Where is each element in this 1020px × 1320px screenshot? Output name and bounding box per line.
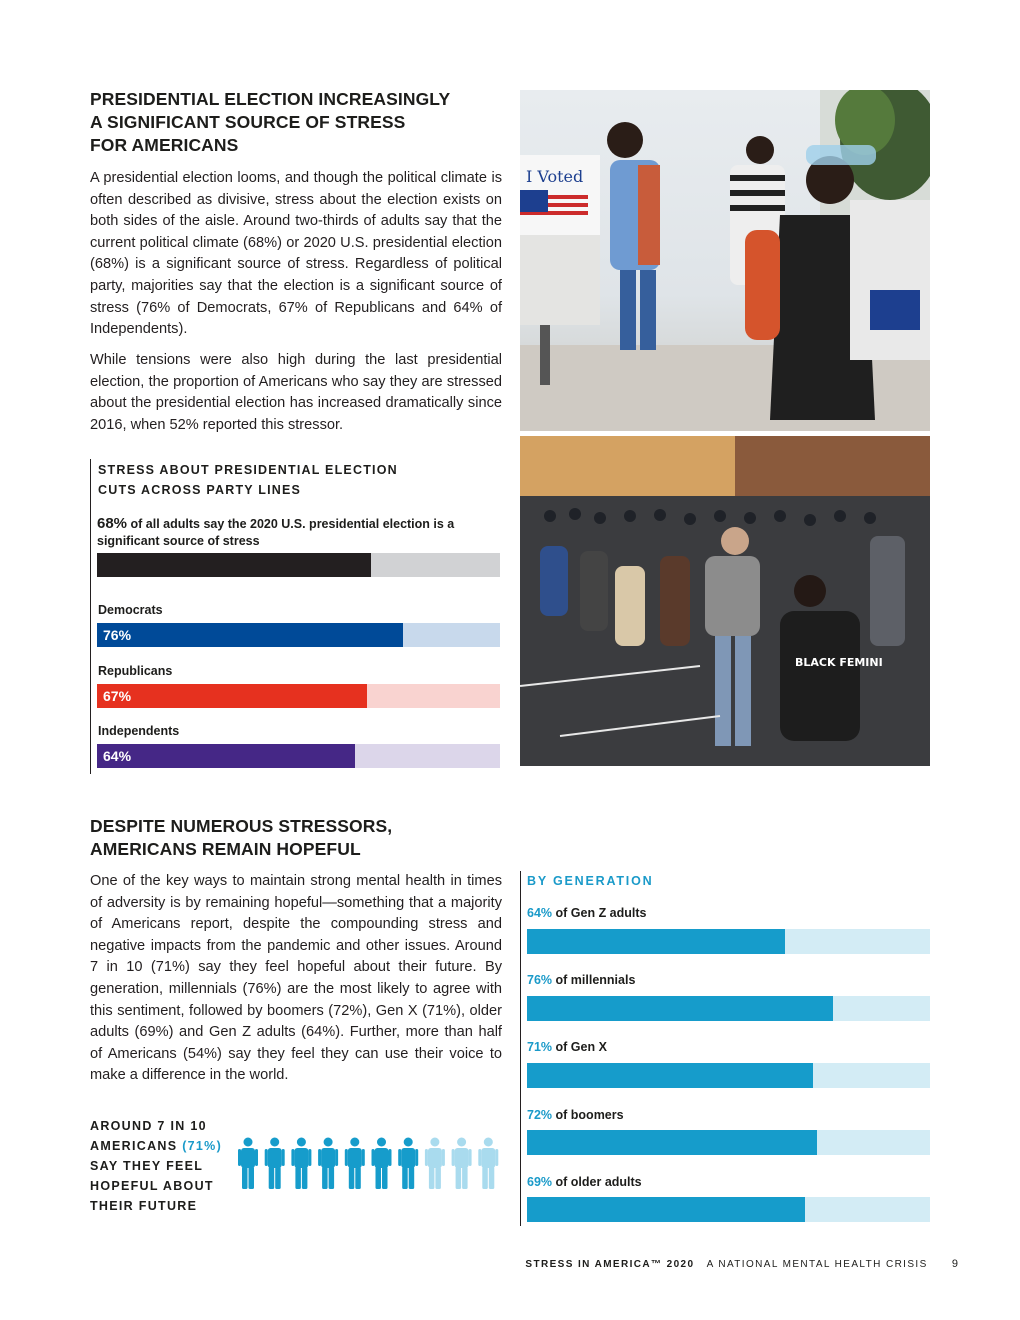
chart-divider	[90, 459, 91, 774]
republicans-bar	[97, 684, 500, 708]
gen-percent: 71%	[527, 1040, 553, 1054]
footer-subtitle: A NATIONAL MENTAL HEALTH CRISIS	[706, 1259, 928, 1270]
gen-x-bar-fill	[527, 1063, 813, 1088]
party-label-democrats: Democrats	[98, 603, 163, 617]
gen-percent: 69%	[527, 1175, 553, 1189]
independents-bar-value: 64%	[103, 748, 132, 764]
hopeful-callout	[90, 1116, 222, 1216]
section-heading-hopeful	[90, 815, 510, 861]
chart-title-line: CUTS ACROSS PARTY LINES	[98, 483, 302, 497]
person-icon-filled	[265, 1138, 285, 1190]
overall-bar	[97, 553, 500, 577]
overall-bar-fill	[97, 553, 371, 577]
gen-z-bar-fill	[527, 929, 785, 954]
heading-line: FOR AMERICANS	[90, 135, 239, 155]
independents-bar	[97, 744, 500, 768]
chart-title-line: STRESS ABOUT PRESIDENTIAL ELECTION	[98, 463, 398, 477]
gen-percent: 76%	[527, 973, 553, 987]
voting-booth-photo	[520, 90, 930, 431]
person-icon-filled	[318, 1138, 338, 1190]
generation-chart-divider	[520, 871, 521, 1226]
democrats-bar	[97, 623, 500, 647]
party-chart-title	[98, 460, 398, 500]
person-icon-filled	[372, 1138, 392, 1190]
person-icon-filled	[345, 1138, 365, 1190]
callout-americans: AMERICANS	[90, 1139, 178, 1153]
millennials-bar	[527, 996, 930, 1021]
heading-line: AMERICANS REMAIN HOPEFUL	[90, 839, 361, 859]
gen-label-text: of Gen Z adults	[555, 906, 647, 920]
callout-line: SAY THEY FEEL	[90, 1159, 204, 1173]
overall-stat	[97, 515, 497, 550]
callout-line	[90, 1136, 222, 1156]
boomers-bar-fill	[527, 1130, 817, 1155]
older-adults-bar	[527, 1197, 930, 1222]
voter-line-illustration	[520, 436, 930, 766]
republicans-bar-value: 67%	[103, 688, 132, 704]
gen-percent: 72%	[527, 1108, 553, 1122]
gen-label-text: of millennials	[555, 973, 636, 987]
callout-percent: (71%)	[182, 1139, 223, 1153]
election-paragraph-2: While tensions were also high during the last presidential election, the proportion of Americans who say they are stressed about the presidential election has increased dramatically since 2016, when 52% reported this stressor.	[90, 352, 502, 433]
gen-label-text: of boomers	[555, 1108, 624, 1122]
people-pictogram	[238, 1137, 504, 1193]
gen-label-millennials	[527, 973, 635, 987]
boomers-bar	[527, 1130, 930, 1155]
gen-label-older-adults	[527, 1175, 642, 1189]
person-icon-empty	[478, 1138, 498, 1190]
party-label-independents: Independents	[98, 724, 180, 738]
footer-brand: STRESS IN AMERICA™ 2020	[525, 1259, 695, 1270]
voting-booth-illustration	[520, 90, 930, 431]
overall-stat-text: of all adults say the 2020 U.S. presidential election is a significant source of stress	[97, 517, 455, 548]
overall-stat-value: 68%	[97, 515, 128, 532]
gen-label-text: of Gen X	[555, 1040, 607, 1054]
older-adults-bar-fill	[527, 1197, 805, 1222]
party-label-republicans: Republicans	[98, 664, 173, 678]
shirt-text: BLACK FEMINI	[795, 656, 883, 669]
person-icon-empty	[425, 1138, 445, 1190]
person-icon-filled	[398, 1138, 418, 1190]
voter-line-photo	[520, 436, 930, 766]
generation-chart-title: BY GENERATION	[527, 874, 654, 888]
section-heading-election	[90, 88, 510, 157]
page-footer	[525, 1258, 958, 1270]
democrats-bar-value: 76%	[103, 627, 132, 643]
gen-label-gen-x	[527, 1040, 607, 1054]
i-voted-sign: I Voted	[526, 167, 584, 186]
gen-label-gen-z	[527, 906, 647, 920]
callout-line: AROUND 7 IN 10	[90, 1119, 207, 1133]
election-paragraph-1: A presidential election looms, and though the political climate is often described as divisive, stress about the election exists on both sides of the aisle. Around two-thirds of adults say that the current political climate (68%) or 2020 U.S. presidential election (68%) is a significant source of stress. Regardless of political party, majorities say that the election is a significant source of stress (76% of Democrats, 67% of Republicans and 64% of Independents).	[90, 170, 502, 338]
callout-line: HOPEFUL ABOUT	[90, 1179, 214, 1193]
callout-line: THEIR FUTURE	[90, 1199, 198, 1213]
heading-line: A SIGNIFICANT SOURCE OF STRESS	[90, 112, 406, 132]
gen-x-bar	[527, 1063, 930, 1088]
hopeful-paragraph: One of the key ways to maintain strong mental health in times of adversity is by remaining hopeful—something that a majority of Americans report, despite the compounding stress and negative impacts from the pandemic and other issues. Around 7 in 10 (71%) say they feel hopeful about their future. By generation, millennials (76%) are the most likely to agree with this sentiment, followed by boomers (72%), Gen X (71%), older adults (69%) and Gen Z adults (64%). Further, more than half of Americans (54%) say they feel they can use their voice to make a difference in the world.	[90, 873, 502, 1084]
heading-line: DESPITE NUMEROUS STRESSORS,	[90, 816, 393, 836]
gen-label-text: of older adults	[555, 1175, 642, 1189]
gen-percent: 64%	[527, 906, 553, 920]
heading-line: PRESIDENTIAL ELECTION INCREASINGLY	[90, 89, 451, 109]
person-icon-empty	[452, 1138, 472, 1190]
page-number: 9	[951, 1258, 958, 1270]
person-icon-filled	[238, 1138, 258, 1190]
democrats-bar-fill	[97, 623, 403, 647]
millennials-bar-fill	[527, 996, 833, 1021]
gen-label-boomers	[527, 1108, 624, 1122]
person-icon-filled	[291, 1138, 311, 1190]
gen-z-bar	[527, 929, 930, 954]
independents-bar-fill	[97, 744, 355, 768]
republicans-bar-fill	[97, 684, 367, 708]
